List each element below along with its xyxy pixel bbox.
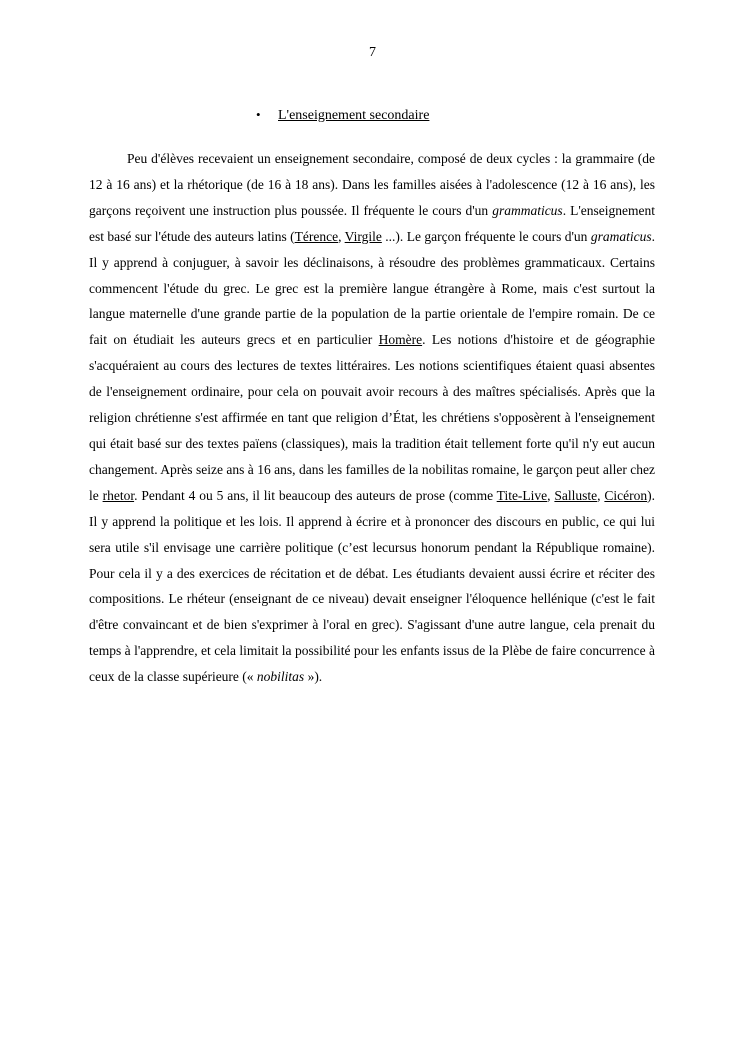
italic-term: nobilitas xyxy=(256,669,305,685)
link-tite-live[interactable]: Tite-Live xyxy=(496,487,548,503)
text-run: »). xyxy=(304,669,323,685)
link-ciceron[interactable]: Cicéron xyxy=(604,487,648,503)
text-run: . L'enseignement est basé sur l'étude des auteurs latins ( xyxy=(89,202,655,244)
text-run: . Les notions d'histoire et de géographie s'acquéraient au cours des lectures de textes littéraires. Les notions scientifiques étaient quasi absentes de l'enseignement ordinaire, pour cela on pouvait avoir recours à des maîtres spécialisés. Après que la religion chrétienne s'est affirmée en tant que religion d’État, les chrétiens s'opposèrent à l'enseignement qui était basé sur des textes païens (classiques), mais la tradition était tellement forte qu'il n'y eut aucun changement. Après seize ans à 16 ans, dans les familles de la nobilitas romaine, le garçon peut aller chez le xyxy=(89,332,655,503)
body-paragraph xyxy=(89,146,655,690)
text-run: . Il y apprend à conjuguer, à savoir les déclinaisons, à résoudre des problèmes grammaticaux. Certains commencent l'étude du grec. Le grec est la première langue étrangère à Rome, mais c'est surtout la langue maternelle d'une grande partie de la population de la partie orientale de l'empire romain. De ce fait on étudiait les auteurs grecs et en particulier xyxy=(89,228,655,348)
italic-term: grammaticus xyxy=(492,202,563,218)
text-run: Peu d'élèves recevaient un enseignement secondaire, composé de deux cycles : la grammaire (de 12 à 16 ans) et la rhétorique (de 16 à 18 ans). Dans les familles aisées à l'adolescence (12 à 16 ans), les garçons reçoivent une instruction plus poussée. Il fréquente le cours d'un xyxy=(89,151,655,218)
link-terence[interactable]: Térence xyxy=(294,228,339,244)
text-run: , xyxy=(338,228,345,244)
text-run: , xyxy=(597,487,605,503)
link-virgile[interactable]: Virgile xyxy=(344,228,382,244)
text-run: ...). Le garçon fréquente le cours d'un xyxy=(381,228,591,244)
section-heading-row xyxy=(256,106,429,125)
section-heading: L'enseignement secondaire xyxy=(278,108,430,123)
link-salluste[interactable]: Salluste xyxy=(554,487,598,503)
bullet-icon: • xyxy=(256,107,261,122)
italic-term: gramaticus xyxy=(590,228,652,244)
text-run: ). Il y apprend la politique et les lois. Il apprend à écrire et à prononcer des discours en public, ce qui lui sera utile s'il envisage une carrière politique (c’est lecursus honorum pendant la République romaine). Pour cela il y a des exercices de récitation et de débat. Les étudiants devaient aussi écrire et réciter des compositions. Le rhéteur (enseignant de ce niveau) devait enseigner l'éloquence hellénique (c'est le fait d'être convaincant et de bien s'exprimer à l'oral en grec). S'agissant d'une autre langue, cela prenait du temps à l'apprendre, et cela limitait la possibilité pour les enfants issus de la Plèbe de faire concurrence à ceux de la classe supérieure (« xyxy=(89,487,656,685)
link-homere[interactable]: Homère xyxy=(378,332,423,348)
text-run: . Pendant 4 ou 5 ans, il lit beaucoup des auteurs de prose (comme xyxy=(134,487,497,503)
page-number: 7 xyxy=(369,45,376,60)
text-run: , xyxy=(547,487,555,503)
link-rhetor[interactable]: rhetor xyxy=(102,487,135,503)
